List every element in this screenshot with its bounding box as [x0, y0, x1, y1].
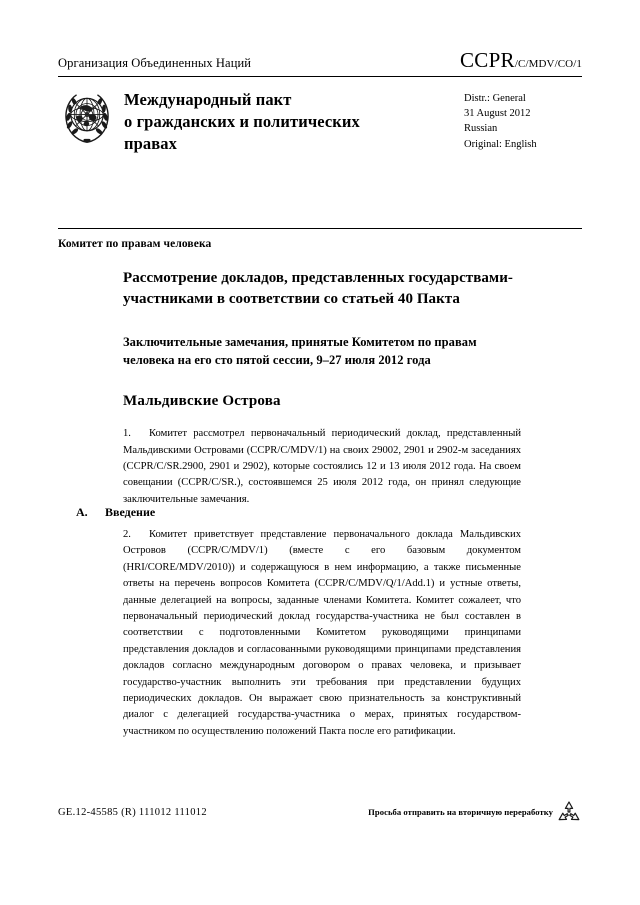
header-top-row — [58, 48, 582, 76]
paragraph-1-number: 1. — [123, 428, 131, 440]
covenant-title — [124, 87, 464, 154]
section-divider — [58, 228, 582, 229]
recycle-icon — [556, 800, 582, 824]
section-a-title: Введение — [105, 505, 156, 519]
paragraph-1 — [123, 426, 521, 508]
section-a-letter: A. — [76, 505, 88, 519]
section-a-heading — [76, 505, 155, 520]
distribution-date: 31 August 2012 — [464, 108, 531, 120]
document-header — [58, 48, 582, 154]
header-body-row — [58, 77, 582, 154]
paragraph-2-container — [123, 527, 521, 740]
paragraph-2-text: Комитет приветствует представление первоначального доклада Мальдивских Островов (CCPR/C/MDV/1) (вместе с его базовым документом (HRI/CORE/MDV/2010)) и содержащуюся в нем информацию, а также письменные ответы на перечень вопросов Комитета (CCPR/C/MDV/Q/1/Add.1) и устные ответы, данные делегацией на вопросы, заданные членами Комитета. Комитет сожалеет, что первоначальный периодический доклад государства-участника не был составлен в соответствии с подготовленными Комитетом руководящими принципами представления докладов и согласованными руководящими принципами представления докладов согласно международным договором о правах человека, и призывает государство-участник выполнить эти требования при представлении будущих периодических докладов. Он выражает свою признательность за конструктивный диалог с делегацией государства-участника о мерах, принятых государством-участником по осуществлению положений Пакта после его ратификации. — [123, 529, 521, 737]
committee-name: Комитет по правам человека — [58, 238, 212, 250]
paragraph-2 — [123, 527, 521, 740]
document-symbol-main: CCPR — [459, 48, 515, 72]
recycle-text: Просьба отправить на вторичную переработку — [368, 807, 553, 817]
job-number: GE.12-45585 (R) 111012 111012 — [58, 806, 207, 818]
page-title: Рассмотрение докладов, представленных государствами-участниками в соответствии со статьей 40 Пакта — [123, 270, 513, 308]
covenant-title-line-1: Международный пакт — [124, 90, 292, 109]
paragraph-1-text: Комитет рассмотрел первоначальный периодический доклад, представленный Мальдивскими Островами (CCPR/C/MDV/1) на своих 29002, 2901 и 2902-м заседаниях (CCPR/C/SR.2900, 2901 и 2902), которые состоялись 12 и 13 июля 2012 года. На своем совещании (CCPR/C/SR.), состоявшемся 25 июля 2012 года, он принял следующие заключительные замечания. — [123, 428, 521, 505]
un-emblem-icon — [58, 89, 116, 147]
distribution-block — [464, 87, 582, 152]
document-symbol-suffix: /C/MDV/CO/1 — [514, 58, 582, 70]
original-language: Original: English — [464, 138, 537, 150]
recycle-notice — [368, 800, 582, 824]
document-symbol — [460, 48, 582, 73]
distribution-type: Distr.: General — [464, 93, 526, 104]
organization-name: Организация Объединенных Наций — [58, 56, 252, 70]
country-heading: Мальдивские Острова — [123, 393, 281, 410]
paragraph-2-number: 2. — [123, 529, 131, 540]
covenant-title-line-3: правах — [124, 133, 177, 153]
document-footer — [58, 800, 582, 824]
page-subtitle: Заключительные замечания, принятые Комитетом по правам человека на его сто пятой сессии, 9–27 июля 2012 года — [123, 334, 477, 367]
document-language: Russian — [464, 123, 498, 135]
covenant-title-line-2: о гражданских и политических — [124, 111, 360, 131]
document-content — [123, 268, 521, 508]
